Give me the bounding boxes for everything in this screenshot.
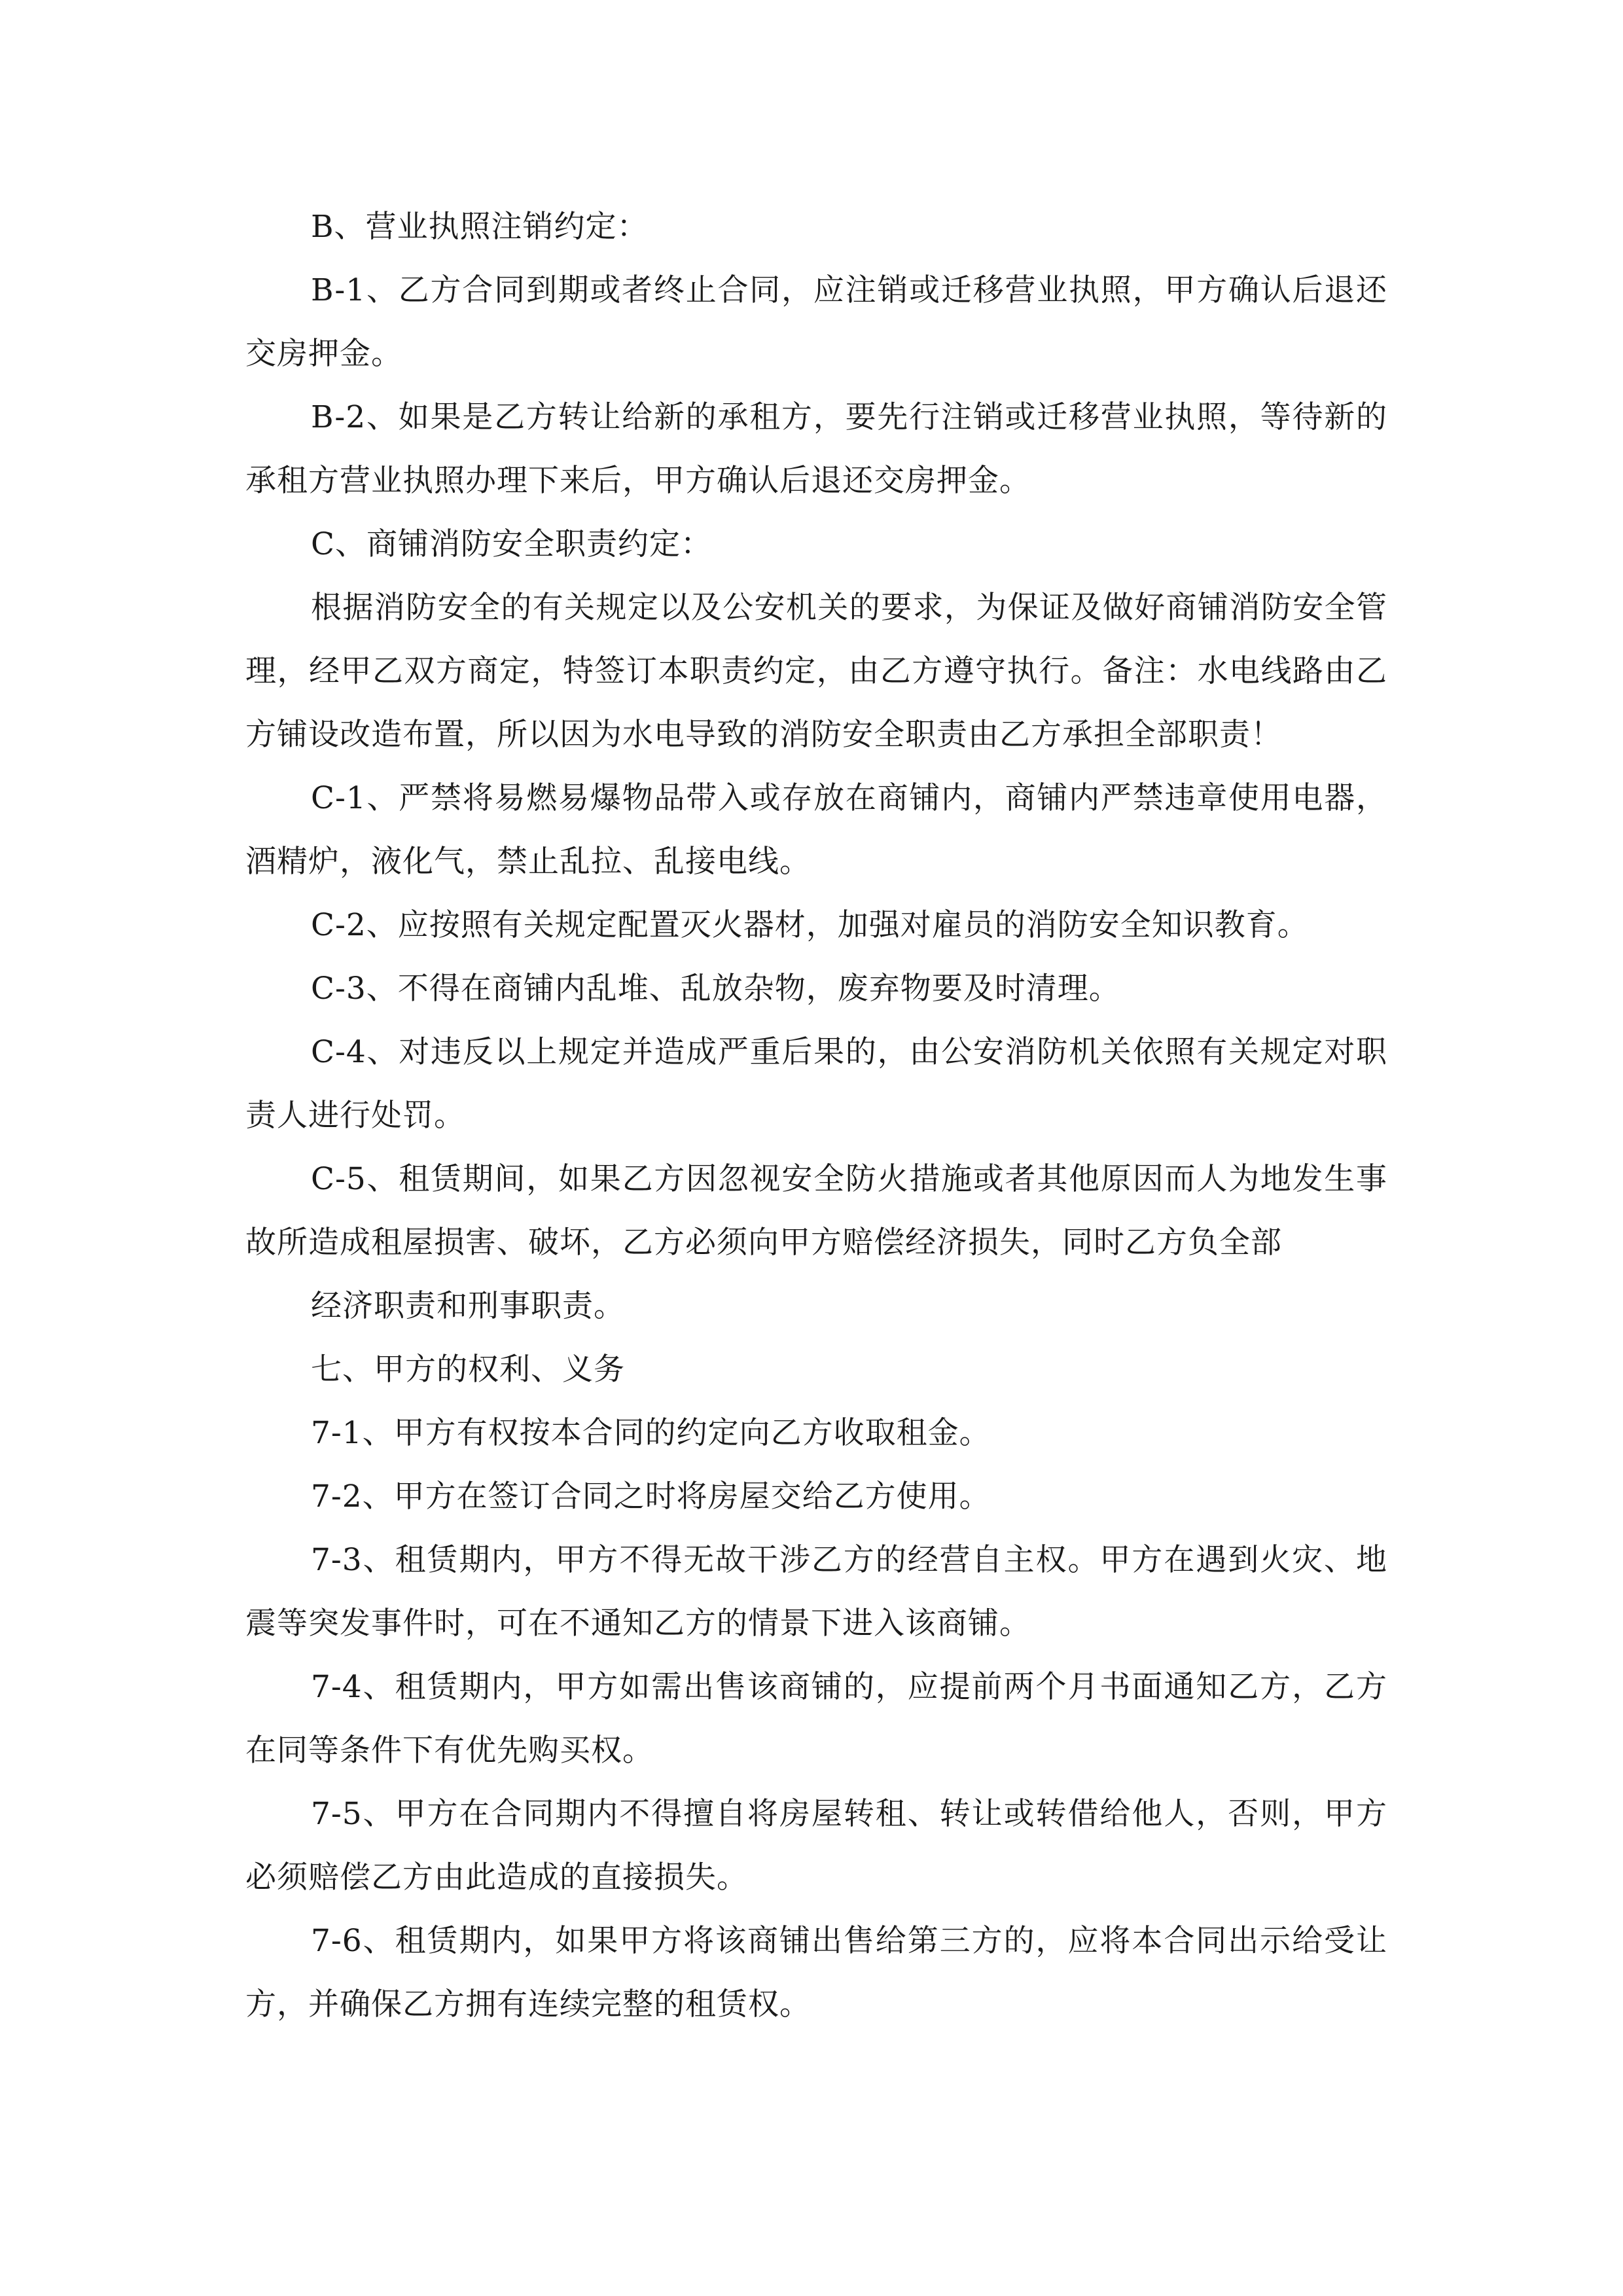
paragraph-c-3: C-3、不得在商铺内乱堆、乱放杂物，废弃物要及时清理。 (311, 971, 1120, 1007)
paragraph-c-2: C-2、应按照有关规定配置灭火器材，加强对雇员的消防安全知识教育。 (311, 907, 1309, 943)
paragraph-b-heading: B、营业执照注销约定： (311, 209, 649, 245)
paragraph-section-7-heading: 七、甲方的权利、义务 (311, 1352, 625, 1388)
paragraph-7-1: 7-1、甲方有权按本合同的约定向乙方收取租金。 (311, 1415, 991, 1451)
paragraph-c-4: C-4、对违反以上规定并造成严重后果的，由公安消防机关依照有关规定对职责人进行处罚。 (245, 1034, 1387, 1134)
paragraph-c-5: C-5、租赁期间，如果乙方因忽视安全防火措施或者其他原因而人为地发生事故所造成租屋损害、破坏，乙方必须向甲方赔偿经济损失，同时乙方负全部 (245, 1161, 1387, 1261)
paragraph-c-1: C-1、严禁将易燃易爆物品带入或存放在商铺内，商铺内严禁违章使用电器，酒精炉，液化气，禁止乱拉、乱接电线。 (245, 780, 1387, 880)
paragraph-c-5-continued: 经济职责和刑事职责。 (311, 1288, 625, 1324)
paragraph-7-3: 7-3、租赁期内，甲方不得无故干涉乙方的经营自主权。甲方在遇到火灾、地震等突发事件时，可在不通知乙方的情景下进入该商铺。 (245, 1542, 1387, 1641)
paragraph-b-2: B-2、如果是乙方转让给新的承租方，要先行注销或迁移营业执照，等待新的承租方营业执照办理下来后，甲方确认后退还交房押金。 (245, 399, 1387, 499)
paragraph-7-2: 7-2、甲方在签订合同之时将房屋交给乙方使用。 (311, 1479, 991, 1515)
document-body (245, 195, 1387, 2036)
paragraph-7-4: 7-4、租赁期内，甲方如需出售该商铺的，应提前两个月书面通知乙方，乙方在同等条件下有优先购买权。 (245, 1669, 1387, 1768)
paragraph-c-heading: C、商铺消防安全职责约定： (311, 526, 712, 562)
paragraph-c-intro: 根据消防安全的有关规定以及公安机关的要求，为保证及做好商铺消防安全管理，经甲乙双方商定，特签订本职责约定，由乙方遵守执行。备注：水电线路由乙方铺设改造布置，所以因为水电导致的消防安全职责由乙方承担全部职责！ (245, 590, 1387, 753)
paragraph-b-1: B-1、乙方合同到期或者终止合同，应注销或迁移营业执照，甲方确认后退还交房押金。 (245, 272, 1387, 372)
paragraph-7-6: 7-6、租赁期内，如果甲方将该商铺出售给第三方的，应将本合同出示给受让方，并确保乙方拥有连续完整的租赁权。 (245, 1923, 1387, 2022)
paragraph-7-5: 7-5、甲方在合同期内不得擅自将房屋转租、转让或转借给他人，否则，甲方必须赔偿乙方由此造成的直接损失。 (245, 1796, 1387, 1895)
